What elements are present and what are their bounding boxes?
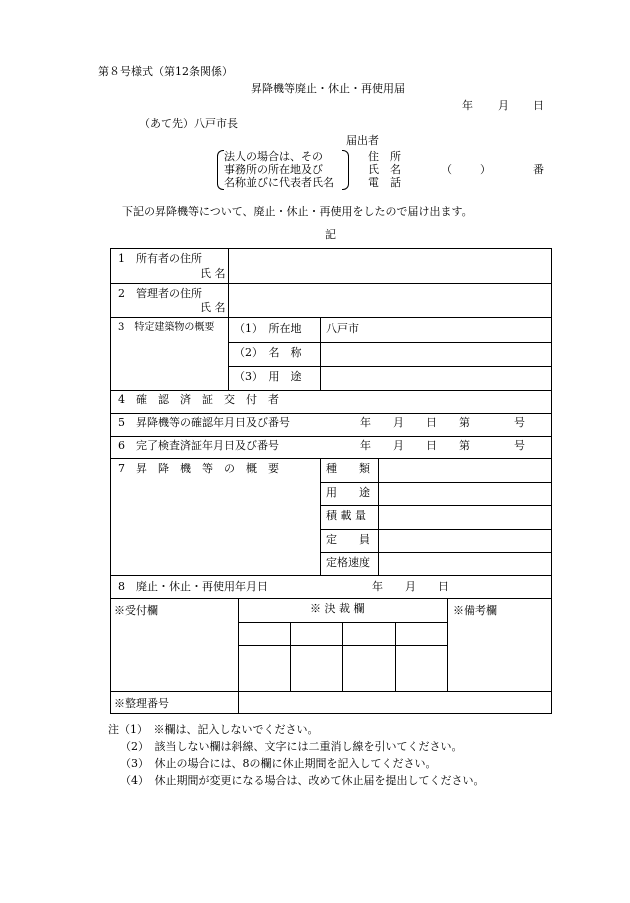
abolition-date-value: 年 月 日 <box>372 580 449 593</box>
elevator-capacity-label: 定 員 <box>326 533 370 546</box>
building-overview-label: 3 特定建築物の概要 <box>118 322 215 333</box>
confirmation-date-label: 5 昇降機等の確認年月日及び番号 <box>118 416 290 429</box>
elevator-overview-label: 7 昇 降 機 等 の 概 要 <box>118 462 279 475</box>
phone-paren-open: （ <box>441 163 452 176</box>
intro-text: 下記の昇降機等について、廃止・休止・再使用をしたので届け出ます。 <box>122 205 473 218</box>
corp-note-1: 法人の場合は、その <box>224 150 323 163</box>
elevator-use-label: 用 途 <box>326 486 370 499</box>
inspection-date-label: 6 完了検査済証年月日及び番号 <box>118 439 279 452</box>
address-label: 住 所 <box>368 150 401 163</box>
corp-note-2: 事務所の所在地及び <box>224 163 323 176</box>
reception-field-label: ※受付欄 <box>114 604 158 617</box>
date-day: 日 <box>533 99 544 112</box>
manager-name-label: 氏 名 <box>200 301 226 314</box>
right-brace <box>342 150 349 190</box>
left-brace <box>217 150 224 190</box>
notifier-label: 届出者 <box>346 134 379 147</box>
abolition-date-label: 8 廃止・休止・再使用年月日 <box>118 580 268 593</box>
owner-name-label: 氏 名 <box>200 267 226 280</box>
addressee: （あて先）八戸市長 <box>139 117 238 130</box>
elevator-type-label: 種 類 <box>326 462 370 475</box>
ki-label: 記 <box>325 228 336 241</box>
building-use-label: （3） 用 途 <box>234 370 302 383</box>
note-2: （2） 該当しない欄は斜線、文字には二重消し線を引いてください。 <box>120 740 463 753</box>
date-month: 月 <box>498 99 509 112</box>
approval-field-label: ※ 決 裁 欄 <box>310 602 365 615</box>
confirmation-date-value: 年 月 日 第 号 <box>360 416 525 429</box>
form-table <box>110 248 552 714</box>
manager-address-label: 2 管理者の住所 <box>118 287 202 300</box>
phone-ban: 番 <box>533 163 544 176</box>
name-label: 氏 名 <box>368 163 401 176</box>
note-1: 注（1） ※欄は、記入しないでください。 <box>108 723 319 736</box>
remarks-field-label: ※備考欄 <box>453 604 497 617</box>
building-location-label: （1） 所在地 <box>234 322 302 335</box>
phone-paren-close: ） <box>480 163 491 176</box>
note-4: （4） 休止期間が変更になる場合は、改めて休止届を提出してください。 <box>120 774 485 787</box>
confirmation-issuer-label: 4 確 認 済 証 交 付 者 <box>118 393 279 406</box>
elevator-load-label: 積 載 量 <box>326 509 366 522</box>
form-number: 第８号様式（第12条関係） <box>98 65 233 78</box>
form-title: 昇降機等廃止・休止・再使用届 <box>251 82 405 95</box>
notes-section <box>108 721 485 789</box>
phone-label: 電 話 <box>368 176 401 189</box>
corp-note-3: 名称並びに代表者氏名 <box>224 176 334 189</box>
building-location-value: 八戸市 <box>326 322 359 335</box>
inspection-date-value: 年 月 日 第 号 <box>360 439 525 452</box>
reference-number-label: ※整理番号 <box>114 697 169 710</box>
building-name-label: （2） 名 称 <box>234 346 302 359</box>
note-3: （3） 休止の場合には、8の欄に休止期間を記入してください。 <box>120 757 437 770</box>
date-year: 年 <box>462 99 473 112</box>
owner-address-label: 1 所有者の住所 <box>118 252 202 265</box>
elevator-speed-label: 定格速度 <box>326 556 370 569</box>
